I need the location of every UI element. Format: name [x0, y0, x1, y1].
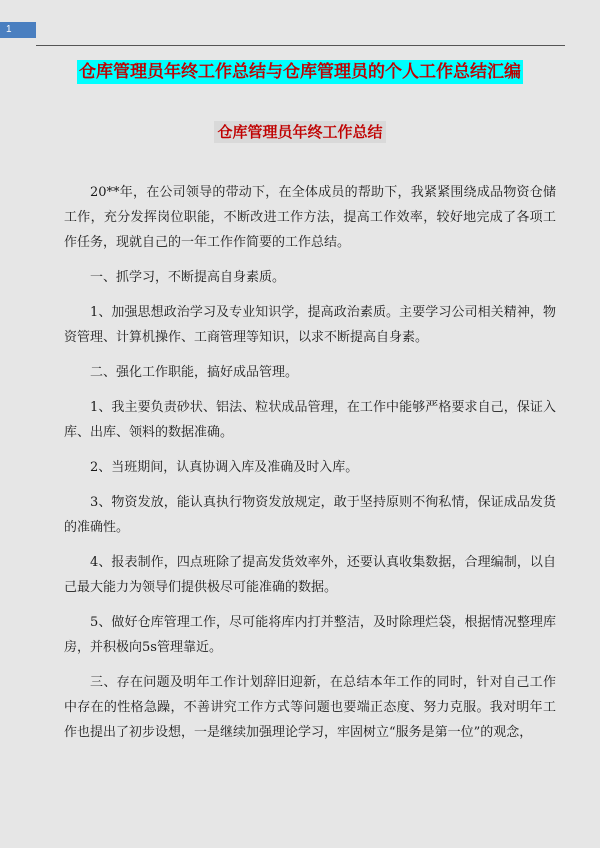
body-paragraph: 5、做好仓库管理工作，尽可能将库内打并整洁，及时除理烂袋，根据情况整理库房，并积极向5s管理靠近。 [64, 615, 556, 655]
document-body [64, 180, 556, 755]
document-main-title: 仓库管理员年终工作总结与仓库管理员的个人工作总结汇编 [79, 62, 521, 82]
body-paragraph: 3、物资发放，能认真执行物资发放规定，敢于坚持原则不徇私情，保证成品发货的准确性。 [64, 495, 556, 535]
header-divider [36, 45, 565, 46]
document-main-title-block [0, 60, 600, 84]
body-paragraph: 4、报表制作，四点班除了提高发货效率外，还要认真收集数据，合理编制，以自己最大能力为领导们提供极尽可能准确的数据。 [64, 555, 556, 595]
document-sub-title: 仓库管理员年终工作总结 [214, 121, 385, 143]
document-sub-title-block [0, 121, 600, 143]
body-paragraph: 二、强化工作职能，搞好成品管理。 [90, 365, 299, 380]
body-paragraph: 一、抓学习，不断提高自身素质。 [90, 270, 286, 285]
body-paragraph: 三、存在问题及明年工作计划辞旧迎新，在总结本年工作的同时，针对自己工作中存在的性格急躁，不善讲究工作方式等问题也要端正态度、努力克服。我对明年工作也提出了初步设想，一是继续加强理论学习，牢固树立“服务是第一位”的观念， [64, 675, 556, 740]
body-paragraph: 20**年，在公司领导的带动下，在全体成员的帮助下，我紧紧围绕成品物资仓储工作，充分发挥岗位职能，不断改进工作方法，提高工作效率，较好地完成了各项工作任务，现就自己的一年工作作简要的工作总结。 [64, 185, 556, 250]
page-number-badge: 1 [0, 22, 36, 38]
body-paragraph: 1、加强思想政治学习及专业知识学，提高政治素质。主要学习公司相关精神，物资管理、计算机操作、工商管理等知识，以求不断提高自身素。 [64, 305, 556, 345]
body-paragraph: 1、我主要负责砂状、铝法、粒状成品管理，在工作中能够严格要求自己，保证入库、出库、领料的数据准确。 [64, 400, 556, 440]
body-paragraph: 2、当班期间，认真协调入库及准确及时入库。 [90, 460, 359, 475]
